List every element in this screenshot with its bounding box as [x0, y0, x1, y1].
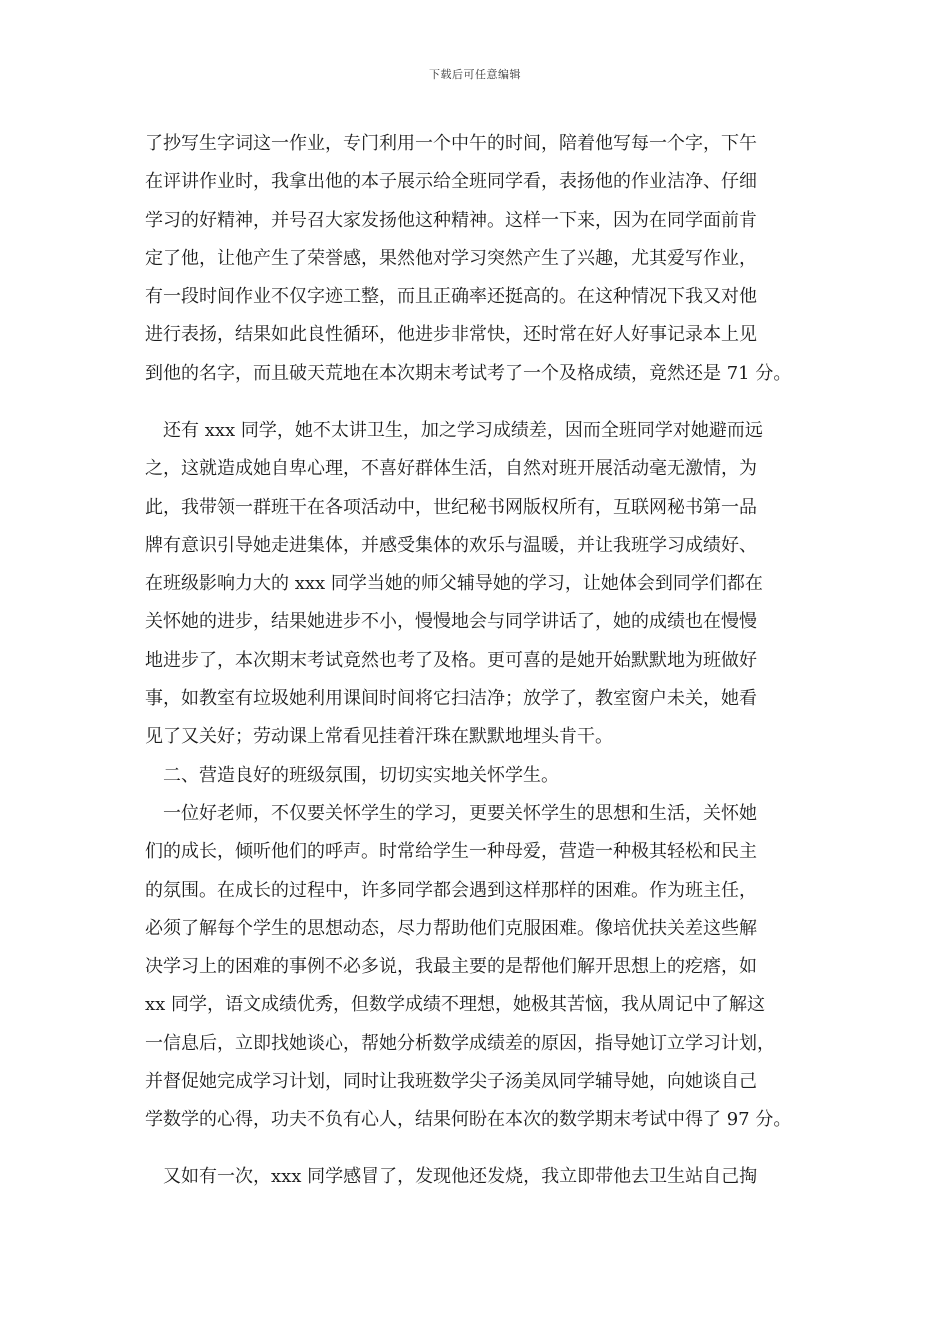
paragraph-block-3 — [145, 1158, 825, 1196]
text-line: 学习的好精神，并号召大家发扬他这种精神。这样一下来，因为在同学面前肯 — [145, 209, 757, 231]
text-line: 之，这就造成她自卑心理，不喜好群体生活，自然对班开展活动毫无激情，为 — [145, 458, 757, 480]
text-line: 们的成长，倾听他们的呼声。时常给学生一种母爱，营造一种极其轻松和民主 — [145, 841, 757, 863]
text-line: 学数学的心得，功夫不负有心人，结果何盼在本次的数学期末考试中得了 97 分。 — [145, 1109, 792, 1131]
text-line: xx 同学，语文成绩优秀，但数学成绩不理想，她极其苦恼，我从周记中了解这 — [145, 994, 766, 1016]
paragraph-block-2 — [145, 412, 825, 1140]
text-line: 见了又关好；劳动课上常看见挂着汗珠在默默地埋头肯干。 — [145, 726, 613, 748]
text-line: 的氛围。在成长的过程中，许多同学都会遇到这样那样的困难。作为班主任， — [145, 879, 757, 901]
text-line: 了抄写生字词这一作业，专门利用一个中午的时间，陪着他写每一个字，下午 — [145, 133, 757, 154]
text-line: 事，如教室有垃圾她利用课间时间将它扫洁净；放学了，教室窗户未关，她看 — [145, 688, 757, 710]
text-line: 决学习上的困难的事例不必多说，我最主要的是帮他们解开思想上的疙瘩，如 — [145, 956, 757, 978]
text-line: 一信息后，立即找她谈心，帮她分析数学成绩差的原因，指导她订立学习计划， — [145, 1032, 775, 1054]
text-line: 地进步了，本次期末考试竟然也考了及格。更可喜的是她开始默默地为班做好 — [145, 649, 757, 671]
section-heading: 二、营造良好的班级氛围，切切实实地关怀学生。 — [145, 764, 559, 786]
text-line: 进行表扬，结果如此良性循环，他进步非常快，还时常在好人好事记录本上见 — [145, 324, 757, 346]
text-line: 此，我带领一群班干在各项活动中，世纪秘书网版权所有，互联网秘书第一品 — [145, 496, 757, 518]
text-line: 有一段时间作业不仅字迹工整，而且正确率还挺高的。在这种情况下我又对他 — [145, 286, 757, 308]
page-header: 下载后可任意编辑 — [429, 68, 521, 81]
text-line: 必须了解每个学生的思想动态，尽力帮助他们克服困难。像培优扶关差这些解 — [145, 917, 757, 939]
text-line: 在评讲作业时，我拿出他的本子展示给全班同学看，表扬他的作业洁净、仔细 — [145, 171, 757, 193]
text-line: 定了他，让他产生了荣誉感，果然他对学习突然产生了兴趣，尤其爱写作业， — [145, 247, 757, 269]
paragraph-block-1 — [145, 125, 825, 393]
text-line: 并督促她完成学习计划，同时让我班数学尖子汤美凤同学辅导她，向她谈自己 — [145, 1071, 757, 1093]
text-line: 在班级影响力大的 xxx 同学当她的师父辅导她的学习，让她体会到同学们都在 — [145, 573, 763, 595]
text-line: 又如有一次，xxx 同学感冒了，发现他还发烧，我立即带他去卫生站自己掏 — [145, 1166, 758, 1187]
text-line: 到他的名字，而且破天荒地在本次期末考试考了一个及格成绩，竟然还是 71 分。 — [145, 362, 792, 384]
text-line: 关怀她的进步，结果她进步不小，慢慢地会与同学讲话了，她的成绩也在慢慢 — [145, 611, 757, 633]
text-line: 牌有意识引导她走进集体，并感受集体的欢乐与温暖，并让我班学习成绩好、 — [145, 534, 757, 556]
text-line: 一位好老师，不仅要关怀学生的学习，更要关怀学生的思想和生活，关怀她 — [145, 802, 757, 824]
text-line: 还有 xxx 同学，她不太讲卫生，加之学习成绩差，因而全班同学对她避而远 — [145, 420, 763, 441]
